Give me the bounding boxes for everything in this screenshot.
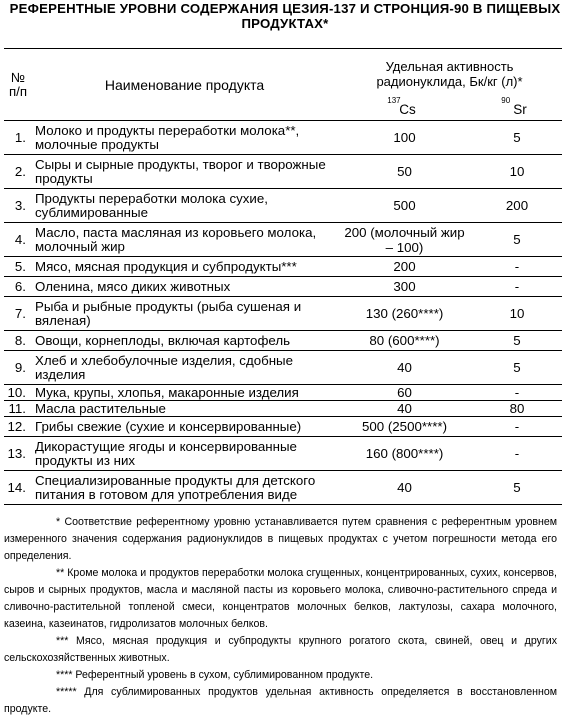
sr90-value: - [472, 385, 562, 401]
row-number: 6. [4, 277, 32, 297]
sr90-value: 5 [472, 223, 562, 257]
sr90-value: 10 [472, 297, 562, 331]
table-row [4, 257, 562, 277]
sr90-value: 5 [472, 331, 562, 351]
footnote: ** Кроме молока и продуктов переработки молока сгущенных, концентрированных, сухих, консервов, сыров и сырных продуктов, масла и масляной пасты из коровьего молока, сливочно-растительного спреда и сливочно-растительной топленой смеси, концентратов молочных белков, лактулозы, сахара молочного, казеина, казеинатов, гидролизатов молочных белков. [4, 567, 557, 630]
table-row [4, 189, 562, 223]
product-name: Оленина, мясо диких животных [32, 277, 337, 297]
row-number: 11. [4, 401, 32, 417]
header-sr90 [472, 95, 562, 121]
cs137-value: 40 [337, 471, 472, 505]
table-row [4, 437, 562, 471]
sr90-value: - [472, 257, 562, 277]
cs137-value: 40 [337, 401, 472, 417]
row-number: 8. [4, 331, 32, 351]
product-name: Сыры и сырные продукты, творог и творожные продукты [32, 155, 337, 189]
product-name: Овощи, корнеплоды, включая картофель [32, 331, 337, 351]
table-row [4, 277, 562, 297]
cs137-value: 200 (молочный жир – 100) [337, 223, 472, 257]
cs137-value: 200 [337, 257, 472, 277]
row-number: 7. [4, 297, 32, 331]
sr90-value: 5 [472, 351, 562, 385]
product-name: Рыба и рыбные продукты (рыба сушеная и вяленая) [32, 297, 337, 331]
table-row [4, 121, 562, 155]
footnote: *** Мясо, мясная продукция и субпродукты крупного рогатого скота, свиней, овец и других сельскохозяйственных животных. [4, 635, 557, 664]
header-product-name: Наименование продукта [32, 49, 337, 121]
row-number: 3. [4, 189, 32, 223]
cs137-value: 130 (260****) [337, 297, 472, 331]
table-row [4, 155, 562, 189]
sr90-value: - [472, 417, 562, 437]
product-name: Масло, паста масляная из коровьего молока, молочный жир [32, 223, 337, 257]
cs137-value: 500 (2500****) [337, 417, 472, 437]
table-row [4, 223, 562, 257]
product-name: Хлеб и хлебобулочные изделия, сдобные изделия [32, 351, 337, 385]
row-number: 12. [4, 417, 32, 437]
sr90-value: - [472, 437, 562, 471]
table-row [4, 471, 562, 505]
header-number: № п/п [4, 49, 32, 121]
cs137-value: 50 [337, 155, 472, 189]
cs137-value: 80 (600****) [337, 331, 472, 351]
sr90-value: 5 [472, 471, 562, 505]
row-number: 13. [4, 437, 32, 471]
product-name: Молоко и продукты переработки молока**, молочные продукты [32, 121, 337, 155]
row-number: 10. [4, 385, 32, 401]
sr-mass-number: 90 [501, 95, 511, 105]
table-row [4, 401, 562, 417]
product-name: Дикорастущие ягоды и консервированные продукты из них [32, 437, 337, 471]
cs137-value: 60 [337, 385, 472, 401]
table-header-row [4, 49, 562, 99]
sr90-value: 80 [472, 401, 562, 417]
table-row [4, 385, 562, 401]
row-number: 5. [4, 257, 32, 277]
table-row [4, 417, 562, 437]
product-name: Мясо, мясная продукция и субпродукты*** [32, 257, 337, 277]
table-row [4, 297, 562, 331]
footnotes [4, 514, 557, 718]
footnote: ***** Для сублимированных продуктов удельная активность определяется в восстановленном продукте. [4, 686, 557, 715]
header-cs137 [337, 95, 472, 121]
cs-mass-number: 137 [387, 95, 401, 105]
row-number: 4. [4, 223, 32, 257]
sr90-value: 10 [472, 155, 562, 189]
product-name: Специализированные продукты для детского питания в готовом для употребления виде [32, 471, 337, 505]
cs137-value: 100 [337, 121, 472, 155]
table-row [4, 331, 562, 351]
product-name: Масла растительные [32, 401, 337, 417]
cs137-value: 40 [337, 351, 472, 385]
row-number: 2. [4, 155, 32, 189]
table-row [4, 351, 562, 385]
footnote: * Соответствие референтному уровню устанавливается путем сравнения с референтным уровнем измеренного значения содержания радионуклидов в пищевых продуктах с учетом погрешности метода его определения. [4, 516, 557, 562]
row-number: 14. [4, 471, 32, 505]
reference-levels-table [4, 48, 562, 505]
cs-symbol: Cs [399, 101, 416, 117]
document-title: РЕФЕРЕНТНЫЕ УРОВНИ СОДЕРЖАНИЯ ЦЕЗИЯ-137 И СТРОНЦИЯ-90 В ПИЩЕВЫХ ПРОДУКТАХ* [9, 1, 561, 31]
product-name: Продукты переработки молока сухие, сублимированные [32, 189, 337, 223]
cs137-value: 300 [337, 277, 472, 297]
row-number: 9. [4, 351, 32, 385]
sr90-value: - [472, 277, 562, 297]
sr90-value: 5 [472, 121, 562, 155]
sr-symbol: Sr [513, 101, 527, 117]
footnote: **** Референтный уровень в сухом, сублимированном продукте. [56, 669, 374, 681]
product-name: Мука, крупы, хлопья, макаронные изделия [32, 385, 337, 401]
row-number: 1. [4, 121, 32, 155]
product-name: Грибы свежие (сухие и консервированные) [32, 417, 337, 437]
sr90-value: 200 [472, 189, 562, 223]
header-specific-activity: Удельная активность радионуклида, Бк/кг (л)* [337, 49, 562, 99]
cs137-value: 160 (800****) [337, 437, 472, 471]
cs137-value: 500 [337, 189, 472, 223]
